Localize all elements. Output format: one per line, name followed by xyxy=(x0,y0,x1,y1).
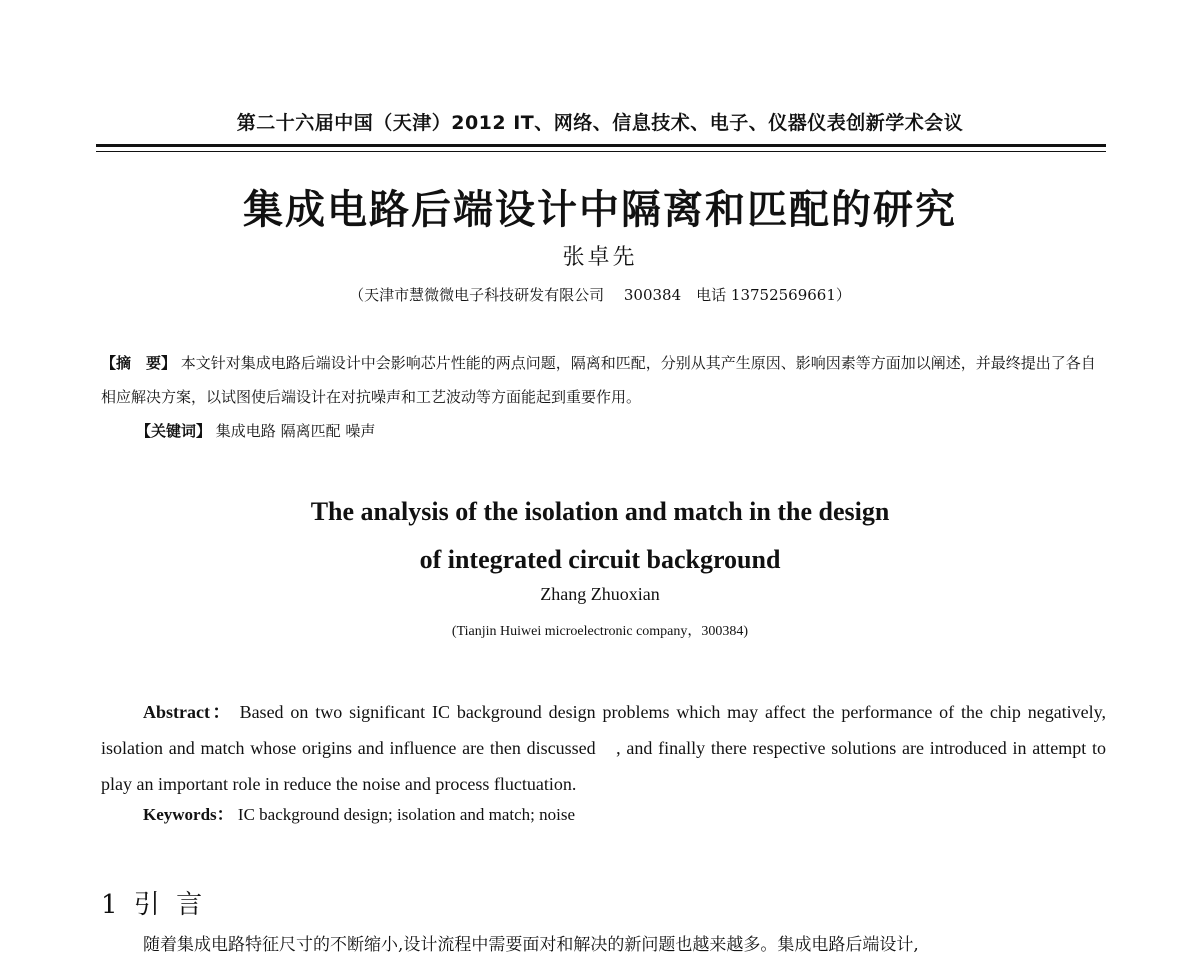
paper-title-en xyxy=(0,488,1200,584)
affiliation-en: (Tianjin Huiwei microelectronic company，300384) xyxy=(451,624,749,639)
abstract-en-text: Based on two significant IC background design problems which may affect the performance of the chip negatively, isolation and match whose origins and influence are then discussed , and finally there respective solutions are introduced in attempt to play an important role in reduce the noise and process fluctuation. xyxy=(101,702,1107,794)
keywords-cn xyxy=(136,420,1036,441)
paper-title-cn: 集成电路后端设计中隔离和匹配的研究 xyxy=(243,187,957,233)
keywords-en-text: IC background design; isolation and match; noise xyxy=(237,805,576,824)
title-en-line-2: of integrated circuit background xyxy=(419,545,781,574)
abstract-cn xyxy=(101,346,1106,414)
keywords-en-label: Keywords： xyxy=(143,805,234,824)
section-heading-introduction: 1 引 言 xyxy=(101,890,207,920)
author-en: Zhang Zhuoxian xyxy=(540,584,660,604)
abstract-cn-label: 【摘 要】 xyxy=(101,354,177,372)
abstract-en xyxy=(101,694,1106,802)
affiliation-cn: （天津市慧微微电子科技研发有限公司 300384 电话 13752569661） xyxy=(349,286,851,304)
keywords-en xyxy=(143,800,1043,825)
title-en-line-1: The analysis of the isolation and match in the design xyxy=(310,497,890,526)
keywords-cn-text: 集成电路 隔离匹配 噪声 xyxy=(215,422,376,440)
keywords-cn-label: 【关键词】 xyxy=(136,422,212,440)
conference-header: 第二十六届中国（天津）2012 IT、网络、信息技术、电子、仪器仪表创新学术会议 xyxy=(236,112,964,134)
abstract-cn-text: 本文针对集成电路后端设计中会影响芯片性能的两点问题，隔离和匹配，分别从其产生原因、影响因素等方面加以阐述，并最终提出了各自相应解决方案，以试图使后端设计在对抗噪声和工艺波动等方面能起到重要作用。 xyxy=(101,354,1096,406)
header-rule-thick xyxy=(96,144,1106,147)
header-rule-thin xyxy=(96,151,1106,152)
body-paragraph: 随着集成电路特征尺寸的不断缩小,设计流程中需要面对和解决的新问题也越来越多。集成电路后端设计, xyxy=(143,935,919,955)
abstract-en-label: Abstract： xyxy=(143,702,233,722)
author-cn: 张卓先 xyxy=(562,245,638,270)
